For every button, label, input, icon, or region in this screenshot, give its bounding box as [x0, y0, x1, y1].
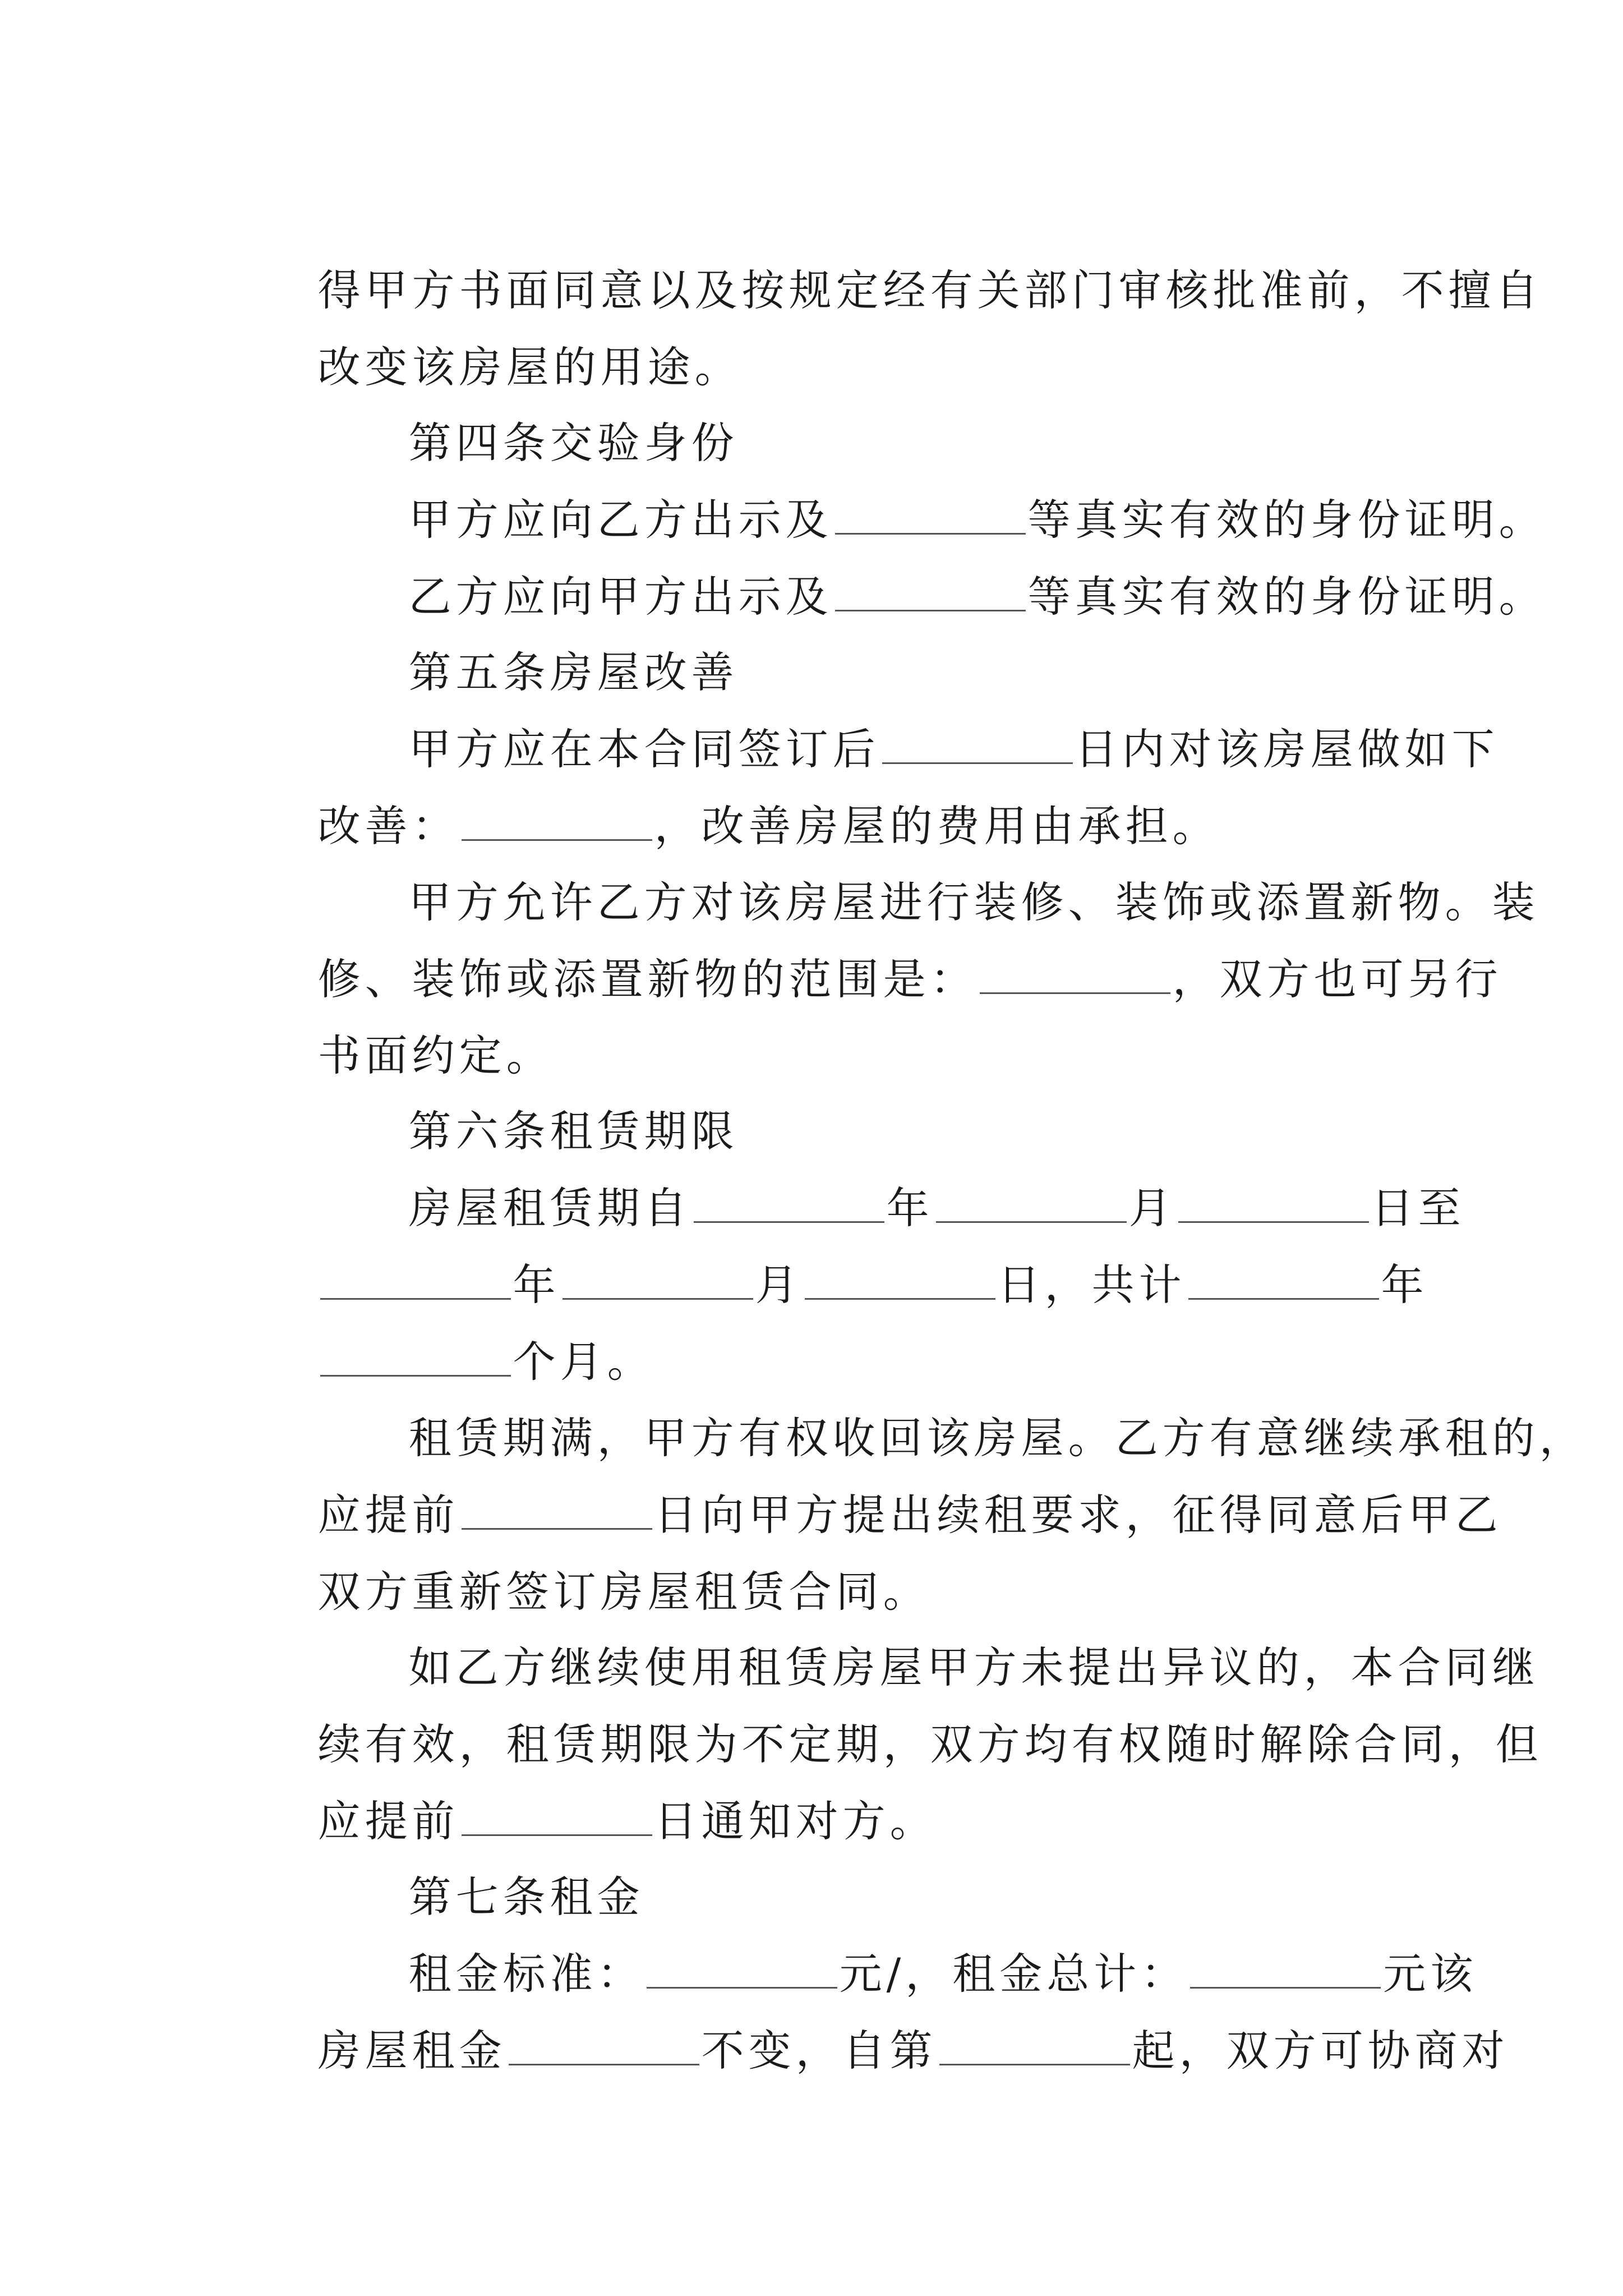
text-segment: 等真实有效的身份证明。 — [1027, 495, 1546, 545]
text-segment: 双方重新签订房屋租赁合同。 — [317, 1567, 930, 1617]
fill-in-blank[interactable] — [462, 1801, 652, 1836]
text-segment: 改变该房屋的用途。 — [317, 342, 742, 392]
fill-in-blank[interactable] — [882, 729, 1073, 764]
text-segment: 元/，租金总计： — [839, 1949, 1188, 1999]
text-segment: 得甲方书面同意以及按规定经有关部门审核批准前，不擅自 — [317, 265, 1543, 315]
text-segment: 房屋租金 — [317, 2026, 506, 2076]
text-segment: 日至 — [1371, 1183, 1465, 1233]
fill-in-blank[interactable] — [462, 1494, 652, 1530]
fill-in-blank[interactable] — [462, 806, 652, 841]
fill-in-blank[interactable] — [562, 1264, 753, 1300]
text-segment: 不变，自第 — [701, 2026, 937, 2076]
text-segment: 第五条房屋改善 — [408, 647, 739, 697]
fill-in-blank[interactable] — [1190, 1953, 1381, 1989]
fill-in-blank[interactable] — [509, 2030, 699, 2065]
fill-in-blank[interactable] — [320, 1264, 511, 1300]
fill-in-blank[interactable] — [936, 1188, 1127, 1223]
fill-in-blank[interactable] — [320, 1341, 511, 1377]
text-segment: 甲方允许乙方对该房屋进行装修、装饰或添置新物。装 — [408, 877, 1539, 927]
text-segment: 月 — [755, 1260, 803, 1310]
text-segment: 日，共计 — [997, 1260, 1186, 1310]
fill-in-blank[interactable] — [647, 1953, 837, 1989]
text-segment: 日向甲方提出续租要求，征得同意后甲乙 — [654, 1490, 1502, 1540]
text-segment: 第四条交验身份 — [408, 418, 739, 468]
text-segment: 改善： — [317, 801, 459, 851]
text-segment: 月 — [1128, 1183, 1176, 1233]
text-segment: 起，双方可协商对 — [1132, 2026, 1509, 2076]
text-segment: 如乙方继续使用租赁房屋甲方未提出异议的，本合同继 — [408, 1642, 1539, 1692]
fill-in-blank[interactable] — [980, 959, 1170, 994]
text-segment: 修、装饰或添置新物的范围是： — [317, 954, 978, 1004]
text-segment: 年 — [513, 1260, 560, 1310]
text-segment: 第七条租金 — [408, 1872, 644, 1922]
text-segment: 续有效，租赁期限为不定期，双方均有权随时解除合同，但 — [317, 1719, 1543, 1769]
text-segment: 租赁期满，甲方有权收回该房屋。乙方有意继续承租的， — [408, 1413, 1587, 1463]
text-segment: ，改善房屋的费用由承担。 — [654, 801, 1220, 851]
text-segment: 租金标准： — [408, 1949, 644, 1999]
text-segment: 年 — [886, 1183, 934, 1233]
fill-in-blank[interactable] — [1178, 1188, 1369, 1223]
text-segment: 应提前 — [317, 1796, 459, 1846]
text-segment: 元该 — [1383, 1949, 1478, 1999]
text-segment: 日内对该房屋做如下 — [1075, 724, 1499, 774]
text-segment: 年 — [1381, 1260, 1428, 1310]
text-segment: 等真实有效的身份证明。 — [1027, 572, 1546, 622]
fill-in-blank[interactable] — [835, 576, 1026, 611]
fill-in-blank[interactable] — [1188, 1264, 1379, 1300]
fill-in-blank[interactable] — [805, 1264, 995, 1300]
text-segment: 乙方应向甲方出示及 — [408, 572, 833, 622]
text-segment: 甲方应向乙方出示及 — [408, 495, 833, 545]
text-segment: 第六条租赁期限 — [408, 1106, 739, 1156]
text-segment: 日通知对方。 — [654, 1796, 937, 1846]
fill-in-blank[interactable] — [694, 1188, 884, 1223]
text-segment: 应提前 — [317, 1490, 459, 1540]
text-segment: 个月。 — [513, 1337, 654, 1387]
text-segment: 书面约定。 — [317, 1030, 554, 1080]
text-line — [246, 1987, 1509, 2115]
text-segment: 房屋租赁期自 — [408, 1183, 691, 1233]
text-segment: 甲方应在本合同签订后 — [408, 724, 880, 774]
text-segment: ，双方也可另行 — [1172, 954, 1502, 1004]
fill-in-blank[interactable] — [939, 2030, 1130, 2065]
fill-in-blank[interactable] — [835, 499, 1026, 535]
